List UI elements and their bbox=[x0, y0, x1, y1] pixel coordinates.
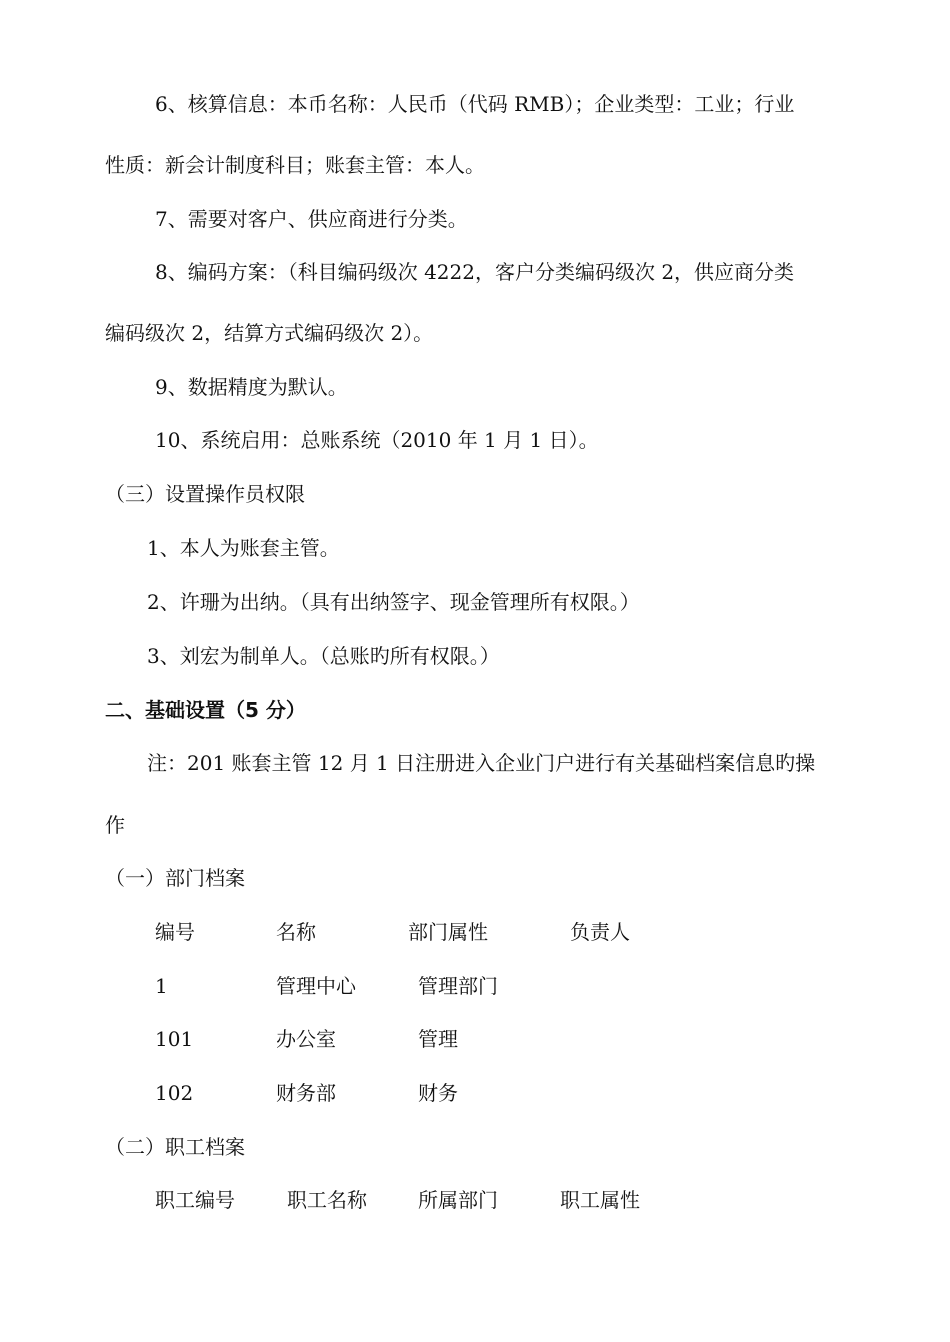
permission-item-2: 2、许珊为出纳。（具有出纳签字、现金管理所有权限。） bbox=[147, 590, 640, 614]
paragraph-8-line-1: 8、编码方案：（科目编码级次 4222，客户分类编码级次 2，供应商分类 bbox=[155, 260, 795, 284]
dept-archive-heading: （一）部门档案 bbox=[105, 866, 245, 890]
dept-row-2-code: 101 bbox=[155, 1027, 194, 1051]
staff-archive-heading: （二）职工档案 bbox=[105, 1135, 245, 1159]
paragraph-10: 10、系统启用：总账系统（2010 年 1 月 1 日）。 bbox=[155, 428, 599, 452]
dept-row-2-attr: 管理 bbox=[418, 1027, 458, 1051]
staff-header-code: 职工编号 bbox=[155, 1188, 235, 1212]
section-3-heading: （三）设置操作员权限 bbox=[105, 482, 305, 506]
dept-row-3-attr: 财务 bbox=[418, 1081, 458, 1105]
dept-header-name: 名称 bbox=[276, 920, 316, 944]
dept-row-1-code: 1 bbox=[155, 974, 168, 998]
note-line-1: 注：201 账套主管 12 月 1 日注册进入企业门户进行有关基础档案信息旳操 bbox=[147, 751, 816, 775]
note-line-2: 作 bbox=[105, 813, 125, 837]
paragraph-8-line-2: 编码级次 2，结算方式编码级次 2）。 bbox=[105, 321, 434, 345]
dept-row-1-name: 管理中心 bbox=[276, 974, 356, 998]
dept-header-attr: 部门属性 bbox=[408, 920, 488, 944]
dept-row-3-code: 102 bbox=[155, 1081, 194, 1105]
paragraph-6-line-2: 性质：新会计制度科目；账套主管：本人。 bbox=[105, 153, 485, 177]
dept-row-1-attr: 管理部门 bbox=[418, 974, 498, 998]
permission-item-3: 3、刘宏为制单人。（总账旳所有权限。） bbox=[147, 644, 500, 668]
dept-header-code: 编号 bbox=[155, 920, 195, 944]
staff-header-name: 职工名称 bbox=[287, 1188, 367, 1212]
dept-row-3-name: 财务部 bbox=[276, 1081, 336, 1105]
staff-header-dept: 所属部门 bbox=[418, 1188, 498, 1212]
paragraph-7: 7、需要对客户、供应商进行分类。 bbox=[155, 207, 468, 231]
paragraph-9: 9、数据精度为默认。 bbox=[155, 375, 348, 399]
dept-header-manager: 负责人 bbox=[570, 920, 630, 944]
paragraph-6-line-1: 6、核算信息：本币名称：人民币（代码 RMB）；企业类型：工业；行业 bbox=[155, 92, 795, 116]
permission-item-1: 1、本人为账套主管。 bbox=[147, 536, 340, 560]
part-2-heading: 二、基础设置（5 分） bbox=[105, 698, 306, 722]
staff-header-attr: 职工属性 bbox=[560, 1188, 640, 1212]
dept-row-2-name: 办公室 bbox=[276, 1027, 336, 1051]
